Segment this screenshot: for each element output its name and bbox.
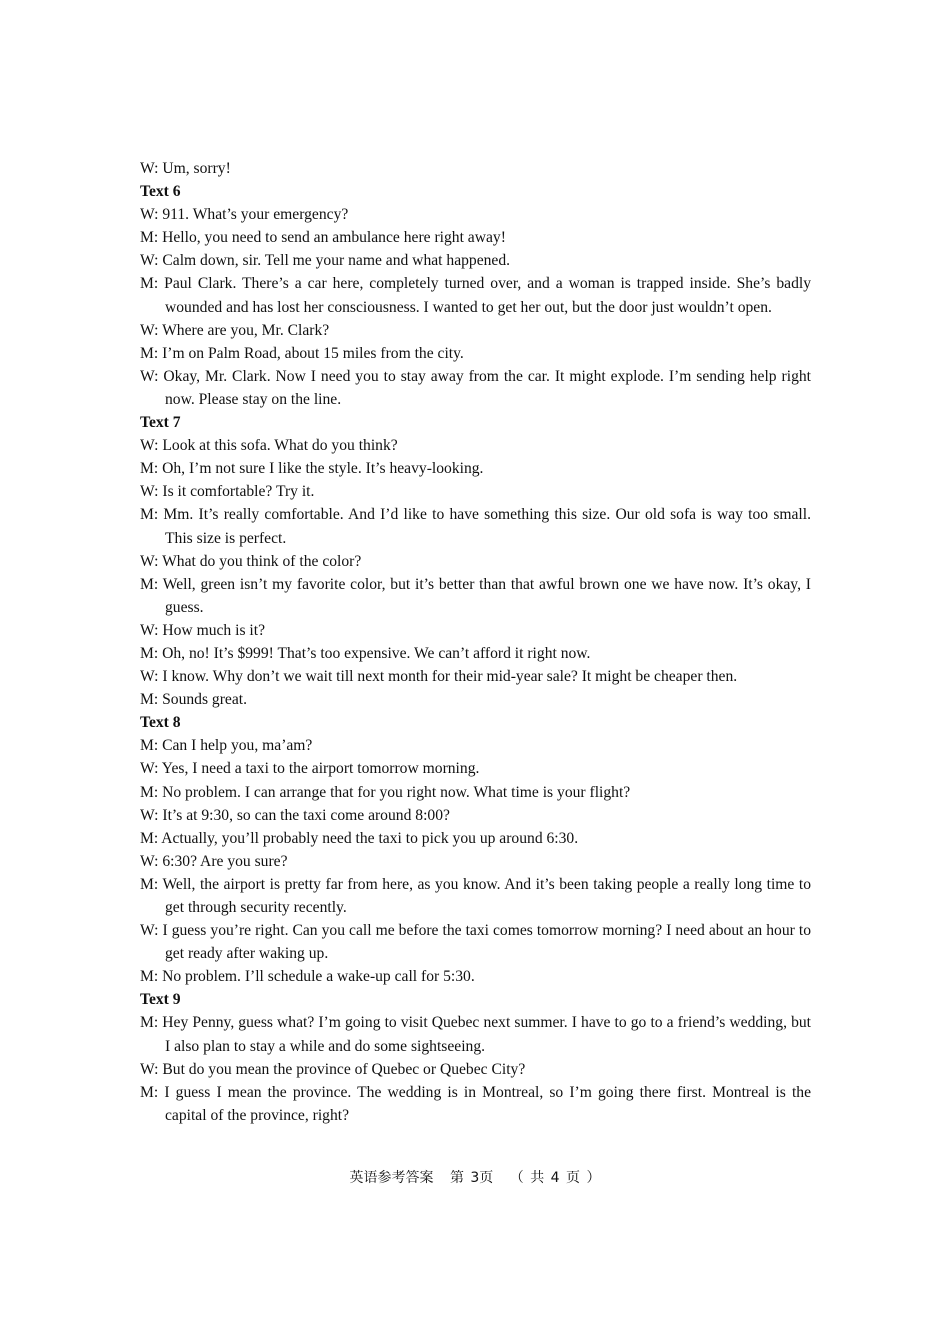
page-footer [0, 1168, 950, 1188]
dialogue-line: W: It’s at 9:30, so can the taxi come around 8:00? [140, 806, 450, 824]
dialogue-line: M: Oh, I’m not sure I like the style. It’s heavy-looking. [140, 460, 484, 478]
dialogue-line: M: Hey Penny, guess what? I’m going to visit Quebec next summer. I have to go to a friend’s wedding, but I also plan to stay a while and do some sightseeing. [140, 1014, 811, 1055]
dialogue-line: W: Is it comfortable? Try it. [140, 483, 315, 501]
dialogue-line: W: How much is it? [140, 621, 266, 639]
dialogue-line: W: What do you think of the color? [140, 552, 362, 570]
dialogue-line: W: Yes, I need a taxi to the airport tomorrow morning. [140, 760, 480, 778]
section-heading: Text 7 [140, 414, 181, 432]
dialogue-line: M: Oh, no! It’s $999! That’s too expensive. We can’t afford it right now. [140, 644, 591, 662]
dialogue-line: M: Well, the airport is pretty far from here, as you know. And it’s been taking people a really long time to get through security recently. [140, 875, 811, 916]
section-heading: Text 6 [140, 183, 181, 201]
dialogue-line: M: No problem. I’ll schedule a wake-up call for 5:30. [140, 968, 475, 986]
dialogue-line: M: Paul Clark. There’s a car here, completely turned over, and a woman is trapped inside. She’s badly wounded and has lost her consciousness. I wanted to get her out, but the door just wouldn’t open. [140, 275, 811, 316]
transcript-body [140, 157, 811, 1127]
dialogue-line: W: 911. What’s your emergency? [140, 206, 349, 224]
footer-page-total: （ 共 4 页 ） [509, 1170, 601, 1186]
dialogue-line: W: Okay, Mr. Clark. Now I need you to stay away from the car. It might explode. I’m sending help right now. Please stay on the line. [140, 367, 811, 408]
dialogue-line: W: 6:30? Are you sure? [140, 852, 288, 870]
dialogue-line: M: Actually, you’ll probably need the taxi to pick you up around 6:30. [140, 829, 579, 847]
dialogue-line: W: I know. Why don’t we wait till next month for their mid-year sale? It might be cheaper then. [140, 668, 738, 686]
dialogue-line: M: I’m on Palm Road, about 15 miles from the city. [140, 344, 464, 362]
footer-title: 英语参考答案 [349, 1170, 434, 1186]
dialogue-line: W: But do you mean the province of Quebec or Quebec City? [140, 1060, 526, 1078]
dialogue-line: M: Mm. It’s really comfortable. And I’d like to have something this size. Our old sofa is way too small. This size is perfect. [140, 506, 811, 547]
section-heading: Text 8 [140, 714, 181, 732]
dialogue-line: W: Look at this sofa. What do you think? [140, 437, 398, 455]
dialogue-line: M: Well, green isn’t my favorite color, but it’s better than that awful brown one we have now. It’s okay, I guess. [140, 575, 811, 616]
dialogue-line: W: Calm down, sir. Tell me your name and what happened. [140, 252, 511, 270]
dialogue-line: M: No problem. I can arrange that for you right now. What time is your flight? [140, 783, 631, 801]
dialogue-line: M: Hello, you need to send an ambulance here right away! [140, 229, 506, 247]
dialogue-line: M: Can I help you, ma’am? [140, 737, 313, 755]
section-heading: Text 9 [140, 991, 181, 1009]
dialogue-line: M: I guess I mean the province. The wedding is in Montreal, so I’m going there first. Montreal is the capital of the province, right? [140, 1083, 811, 1124]
footer-page-number: 第 3页 [449, 1170, 494, 1186]
dialogue-line: M: Sounds great. [140, 691, 247, 709]
dialogue-line: W: Um, sorry! [140, 160, 231, 177]
dialogue-line: W: Where are you, Mr. Clark? [140, 321, 330, 339]
dialogue-line: W: I guess you’re right. Can you call me before the taxi comes tomorrow morning? I need about an hour to get ready after waking up. [140, 922, 811, 963]
